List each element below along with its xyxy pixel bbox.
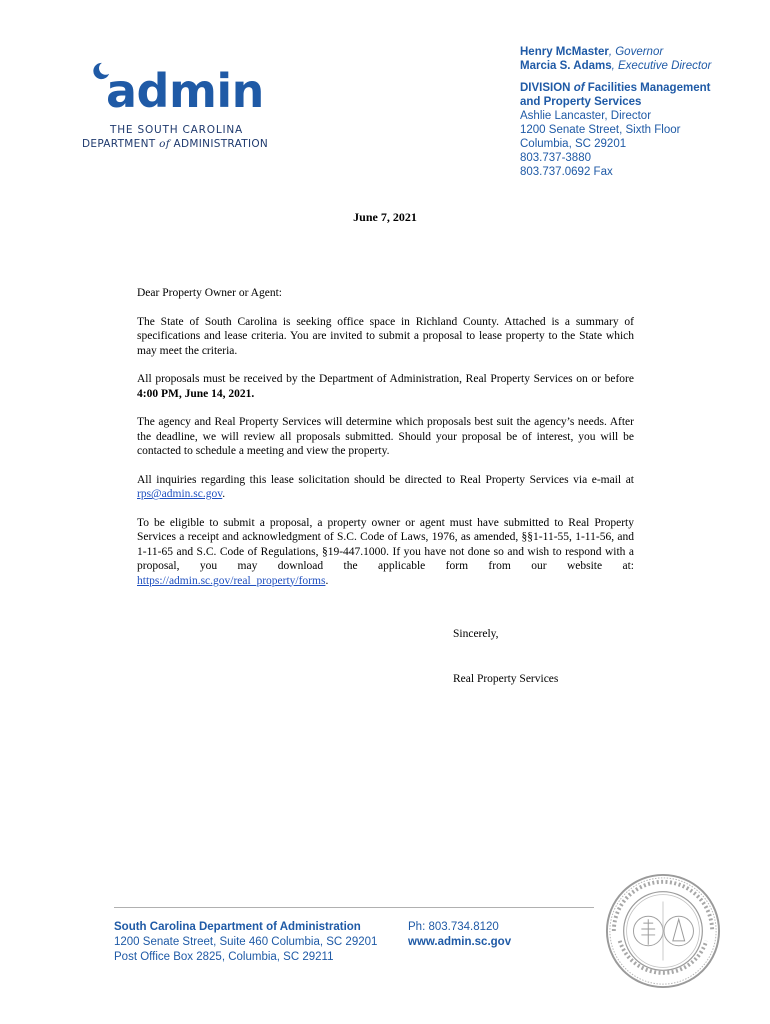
division-line-2: and Property Services [520,96,642,108]
signature: Real Property Services [453,673,559,685]
logo-wordmark: admin [106,64,264,118]
footer-org: South Carolina Department of Administration [114,921,361,933]
paragraph-1: The State of South Carolina is seeking office space in Richland County. Attached is a summary of specifications and lease criteria. You are invited to submit a proposal to lease property to the State which may meet the criteria. [137,315,634,357]
paragraph-5: To be eligible to submit a proposal, a property owner or agent must have submitted to Real Property Services a receipt and acknowledgment of S.C. Code of Laws, 1976, as amended, §§1-11-55, 1-11-56, and 1-11-65 and S.C. Code of Regulations, §19-447.1000. If you have not done so and wish to respond with a proposal, you may download the applicable form from our website at: https://admin.sc.gov/real_property/forms. [137,516,634,587]
paragraph-2: All proposals must be received by the Department of Administration, Real Property Services on or before 4:00 PM, June 14, 2021. [137,373,634,400]
governor-line: Henry McMaster, Governor [520,46,664,58]
footer-website[interactable]: www.admin.sc.gov [408,936,512,948]
letterhead-contact [520,45,711,179]
paragraph-3: The agency and Real Property Services will determine which proposals best suit the agency’s needs. After the deadline, we will review all proposals submitted. Should your proposal be of interest, you will be contacted to schedule a meeting and view the property. [137,416,634,457]
footer-divider [114,907,594,908]
state-seal-icon [604,872,722,990]
footer-contact [408,920,511,950]
admin-logo [82,60,282,155]
closing: Sincerely, [453,628,499,640]
salutation: Dear Property Owner or Agent: [137,287,282,299]
logo-subtitle-1: THE SOUTH CAROLINA [110,124,244,136]
letter-body [137,286,634,602]
paragraph-4: All inquiries regarding this lease solicitation should be directed to Real Property Services via e-mail at rps@admin.sc.gov. [137,473,634,500]
division-address-2: Columbia, SC 29201 [520,138,627,150]
footer-phone: Ph: 803.734.8120 [408,921,499,933]
division-director: Ashlie Lancaster, Director [520,110,652,122]
forms-link[interactable]: https://admin.sc.gov/real_property/forms [137,574,326,587]
email-link[interactable]: rps@admin.sc.gov [137,488,223,500]
director-line: Marcia S. Adams, Executive Director [520,60,712,72]
footer-address [114,920,377,965]
division-phone: 803.737-3880 [520,152,591,164]
division-address-1: 1200 Senate Street, Sixth Floor [520,124,681,136]
footer-address-1: 1200 Senate Street, Suite 460 Columbia, SC 29201 [114,936,378,948]
letter-date: June 7, 2021 [353,210,417,224]
logo-subtitle-2: DEPARTMENT of ADMINISTRATION [82,138,269,150]
division-fax: 803.737.0692 Fax [520,166,613,178]
footer-address-2: Post Office Box 2825, Columbia, SC 29211 [114,951,334,963]
division-line: DIVISION of Facilities Management [520,82,711,94]
